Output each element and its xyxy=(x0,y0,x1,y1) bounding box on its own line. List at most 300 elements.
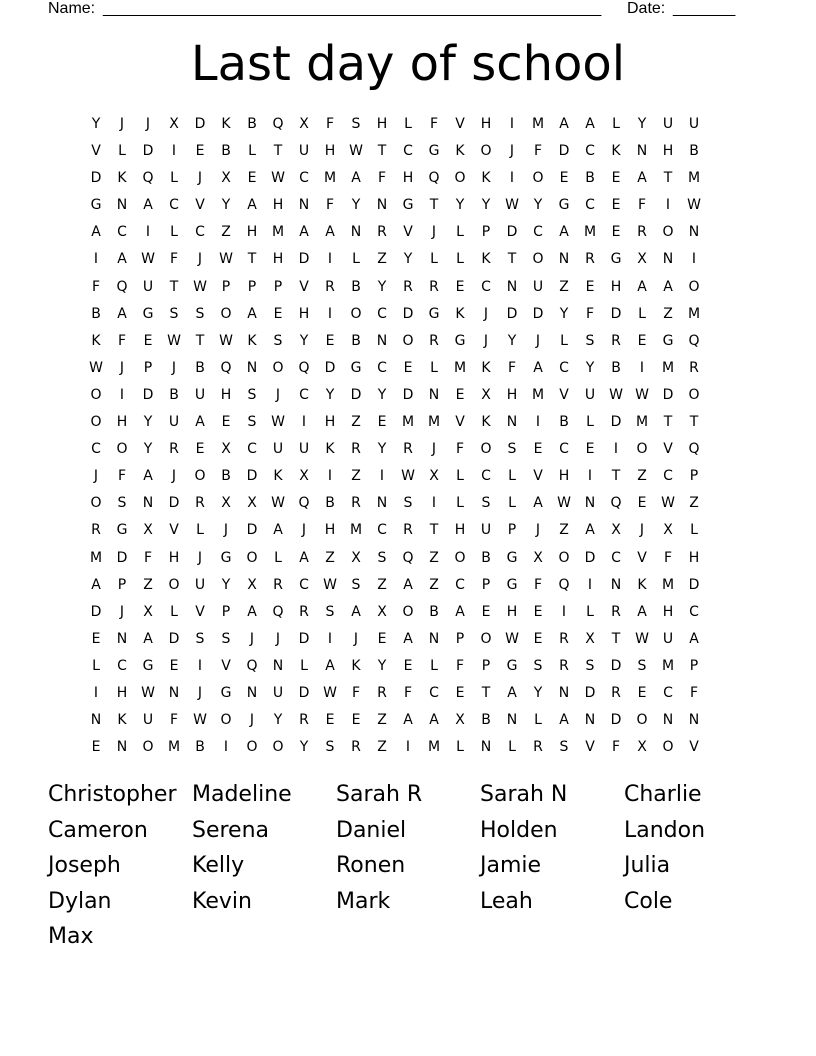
grid-letter: J xyxy=(353,630,359,647)
grid-letter: H xyxy=(506,386,518,403)
grid-letter: B xyxy=(351,332,361,349)
letter-grid xyxy=(83,114,739,764)
grid-letter: T xyxy=(663,170,673,187)
grid-letter: H xyxy=(480,116,492,132)
grid-letter: S xyxy=(195,305,205,322)
grid-row xyxy=(83,249,739,276)
grid-letter: T xyxy=(481,684,491,701)
grid-letter: L xyxy=(508,495,516,512)
grid-letter: F xyxy=(91,278,101,295)
grid-letter: I xyxy=(171,143,177,160)
grid-letter: M xyxy=(427,414,441,431)
grid-letter: M xyxy=(271,224,285,241)
word-list-item: Madeline xyxy=(192,782,292,807)
grid-letter: M xyxy=(635,414,649,431)
grid-letter: C xyxy=(299,576,309,593)
grid-letter: K xyxy=(273,468,283,485)
word-list-item: Serena xyxy=(192,817,270,843)
grid-letter: O xyxy=(246,739,258,756)
grid-letter: A xyxy=(247,197,257,214)
grid-letter: V xyxy=(689,739,699,756)
grid-letter: S xyxy=(325,739,335,756)
grid-letter: Z xyxy=(221,224,231,241)
grid-letter: B xyxy=(351,278,361,295)
grid-letter: Y xyxy=(481,197,491,214)
grid-letter: R xyxy=(299,603,309,620)
grid-letter: Y xyxy=(273,712,283,729)
grid-letter: E xyxy=(559,170,569,187)
grid-letter: D xyxy=(90,170,102,187)
grid-letter: L xyxy=(456,251,464,268)
grid-letter: L xyxy=(508,468,516,485)
grid-letter: A xyxy=(507,684,517,701)
grid-letter: N xyxy=(116,739,128,756)
grid-letter: P xyxy=(689,657,699,674)
word-list-item: Daniel xyxy=(336,817,407,843)
grid-letter: N xyxy=(662,251,674,268)
grid-letter: E xyxy=(403,359,413,376)
grid-letter: R xyxy=(299,712,309,729)
grid-letter: X xyxy=(663,522,673,539)
grid-letter: A xyxy=(117,305,127,322)
grid-letter: E xyxy=(247,170,257,187)
grid-letter: Y xyxy=(533,197,543,214)
grid-letter: P xyxy=(273,278,283,295)
grid-letter: S xyxy=(481,495,491,512)
grid-letter: F xyxy=(169,251,179,268)
grid-letter: E xyxy=(143,332,153,349)
grid-letter: V xyxy=(559,386,569,403)
word-list-item: Max xyxy=(48,924,94,950)
grid-letter: Y xyxy=(377,441,387,458)
grid-letter: D xyxy=(90,603,102,620)
grid-letter: X xyxy=(585,630,595,647)
grid-letter: L xyxy=(196,522,204,539)
grid-letter: G xyxy=(220,684,232,701)
grid-letter: M xyxy=(349,522,363,539)
grid-letter: C xyxy=(585,197,595,214)
grid-letter: T xyxy=(169,278,179,295)
grid-letter: T xyxy=(507,251,517,268)
grid-letter: U xyxy=(298,441,310,458)
grid-letter: W xyxy=(505,630,519,647)
grid-letter: A xyxy=(559,116,569,132)
grid-letter: H xyxy=(376,116,388,132)
grid-letter: R xyxy=(533,739,543,756)
grid-letter: O xyxy=(636,441,648,458)
grid-letter: B xyxy=(195,359,205,376)
grid-letter: C xyxy=(169,197,179,214)
grid-letter: X xyxy=(221,495,231,512)
grid-letter: U xyxy=(298,143,310,160)
grid-letter: H xyxy=(168,549,180,566)
grid-letter: L xyxy=(430,657,438,674)
grid-letter: B xyxy=(221,143,231,160)
grid-letter: I xyxy=(405,739,411,756)
grid-letter: W xyxy=(609,386,623,403)
grid-letter: Q xyxy=(142,170,154,187)
grid-letter: H xyxy=(402,170,414,187)
grid-letter: W xyxy=(219,332,233,349)
grid-letter: U xyxy=(194,576,206,593)
grid-letter: W xyxy=(219,251,233,268)
grid-row xyxy=(83,304,739,331)
grid-letter: Y xyxy=(143,414,153,431)
grid-letter: Y xyxy=(533,684,543,701)
grid-letter: E xyxy=(637,684,647,701)
grid-letter: A xyxy=(585,522,595,539)
word-list-item: Leah xyxy=(480,888,533,914)
word-list-item: Dylan xyxy=(48,888,112,914)
grid-letter: W xyxy=(193,278,207,295)
grid-letter: T xyxy=(611,630,621,647)
grid-letter: V xyxy=(455,116,465,132)
grid-letter: J xyxy=(93,468,99,485)
grid-letter: Y xyxy=(559,305,569,322)
grid-letter: Y xyxy=(377,386,387,403)
grid-letter: J xyxy=(171,359,177,376)
grid-letter: K xyxy=(247,332,257,349)
grid-letter: Q xyxy=(272,116,284,132)
grid-letter: D xyxy=(506,224,518,241)
grid-letter: N xyxy=(142,495,154,512)
grid-letter: U xyxy=(688,116,700,132)
grid-letter: P xyxy=(247,278,257,295)
grid-letter: I xyxy=(327,468,333,485)
grid-row xyxy=(83,466,739,493)
grid-letter: D xyxy=(662,386,674,403)
grid-letter: C xyxy=(195,224,205,241)
grid-letter: J xyxy=(535,522,541,539)
grid-letter: X xyxy=(351,549,361,566)
word-list-item: Jamie xyxy=(480,853,542,879)
grid-letter: K xyxy=(455,305,465,322)
grid-letter: O xyxy=(90,414,102,431)
grid-letter: Q xyxy=(610,495,622,512)
grid-letter: D xyxy=(142,143,154,160)
grid-letter: J xyxy=(119,359,125,376)
grid-letter: G xyxy=(428,143,440,160)
grid-letter: U xyxy=(480,522,492,539)
grid-letter: D xyxy=(506,305,518,322)
grid-letter: L xyxy=(456,495,464,512)
grid-letter: C xyxy=(559,359,569,376)
grid-letter: D xyxy=(532,305,544,322)
grid-letter: I xyxy=(535,414,541,431)
grid-letter: I xyxy=(93,251,99,268)
grid-letter: Y xyxy=(637,116,647,132)
grid-letter: F xyxy=(689,684,699,701)
grid-letter: S xyxy=(351,116,361,132)
grid-letter: A xyxy=(429,712,439,729)
grid-letter: K xyxy=(91,332,101,349)
grid-letter: W xyxy=(141,684,155,701)
grid-letter: F xyxy=(533,143,543,160)
grid-letter: O xyxy=(142,739,154,756)
grid-letter: A xyxy=(117,251,127,268)
word-list-item: Holden xyxy=(480,817,558,843)
grid-letter: S xyxy=(585,332,595,349)
grid-letter: Q xyxy=(272,603,284,620)
grid-letter: X xyxy=(169,116,179,132)
grid-letter: J xyxy=(197,170,203,187)
grid-letter: E xyxy=(533,603,543,620)
grid-letter: J xyxy=(197,251,203,268)
grid-letter: N xyxy=(428,386,440,403)
grid-letter: Z xyxy=(429,549,439,566)
grid-letter: W xyxy=(505,197,519,214)
grid-letter: L xyxy=(118,143,126,160)
grid-letter: B xyxy=(169,386,179,403)
grid-letter: N xyxy=(376,495,388,512)
grid-letter: E xyxy=(195,441,205,458)
grid-letter: F xyxy=(585,305,595,322)
grid-letter: X xyxy=(299,116,309,132)
grid-letter: N xyxy=(272,657,284,674)
grid-letter: M xyxy=(323,170,337,187)
grid-letter: A xyxy=(403,576,413,593)
grid-letter: S xyxy=(247,414,257,431)
grid-letter: P xyxy=(481,657,491,674)
grid-letter: E xyxy=(481,603,491,620)
grid-letter: O xyxy=(636,712,648,729)
grid-letter: X xyxy=(377,603,387,620)
grid-letter: G xyxy=(116,522,128,539)
grid-letter: C xyxy=(559,441,569,458)
grid-letter: P xyxy=(481,224,491,241)
grid-letter: D xyxy=(584,684,596,701)
grid-letter: V xyxy=(169,522,179,539)
grid-letter: I xyxy=(587,468,593,485)
word-list-item: Joseph xyxy=(48,853,121,879)
grid-letter: S xyxy=(585,657,595,674)
grid-letter: W xyxy=(323,684,337,701)
grid-letter: S xyxy=(533,657,543,674)
grid-letter: Y xyxy=(377,657,387,674)
grid-letter: K xyxy=(481,414,491,431)
grid-letter: C xyxy=(481,468,491,485)
grid-letter: E xyxy=(455,278,465,295)
grid-letter: U xyxy=(272,684,284,701)
grid-letter: M xyxy=(661,359,675,376)
grid-letter: N xyxy=(168,684,180,701)
grid-letter: F xyxy=(507,359,517,376)
grid-letter: I xyxy=(561,603,567,620)
grid-letter: W xyxy=(401,468,415,485)
grid-letter: R xyxy=(403,278,413,295)
grid-letter: B xyxy=(585,170,595,187)
grid-letter: F xyxy=(429,116,439,132)
grid-letter: Y xyxy=(143,441,153,458)
grid-letter: I xyxy=(431,495,437,512)
grid-letter: H xyxy=(116,414,128,431)
grid-letter: R xyxy=(429,278,439,295)
grid-letter: D xyxy=(324,359,336,376)
grid-letter: Z xyxy=(143,576,153,593)
grid-letter: Y xyxy=(507,332,517,349)
grid-letter: M xyxy=(401,414,415,431)
grid-letter: A xyxy=(455,603,465,620)
word-list-item: Kevin xyxy=(192,888,252,914)
grid-row xyxy=(83,602,739,629)
grid-letter: A xyxy=(533,359,543,376)
grid-letter: K xyxy=(117,170,127,187)
grid-letter: D xyxy=(610,305,622,322)
grid-letter: E xyxy=(585,441,595,458)
grid-letter: Y xyxy=(325,386,335,403)
grid-letter: U xyxy=(142,278,154,295)
grid-letter: Q xyxy=(688,441,700,458)
grid-letter: X xyxy=(299,468,309,485)
grid-letter: A xyxy=(637,603,647,620)
grid-letter: S xyxy=(637,657,647,674)
grid-letter: A xyxy=(273,522,283,539)
grid-letter: A xyxy=(195,414,205,431)
grid-letter: H xyxy=(324,522,336,539)
grid-letter: O xyxy=(480,630,492,647)
grid-letter: M xyxy=(531,116,545,132)
grid-letter: N xyxy=(116,197,128,214)
grid-letter: L xyxy=(170,170,178,187)
grid-letter: C xyxy=(377,522,387,539)
grid-letter: C xyxy=(585,143,595,160)
grid-letter: M xyxy=(661,657,675,674)
grid-letter: J xyxy=(301,522,307,539)
grid-letter: F xyxy=(403,684,413,701)
grid-letter: C xyxy=(299,170,309,187)
grid-letter: I xyxy=(223,739,229,756)
grid-row xyxy=(83,493,739,520)
grid-letter: S xyxy=(559,739,569,756)
grid-letter: R xyxy=(611,603,621,620)
grid-letter: N xyxy=(506,712,518,729)
grid-letter: V xyxy=(663,441,673,458)
grid-letter: L xyxy=(586,603,594,620)
grid-letter: F xyxy=(117,468,127,485)
grid-letter: B xyxy=(91,305,101,322)
grid-letter: C xyxy=(481,278,491,295)
grid-letter: L xyxy=(456,224,464,241)
grid-letter: X xyxy=(611,522,621,539)
grid-letter: A xyxy=(247,305,257,322)
grid-letter: E xyxy=(455,386,465,403)
grid-letter: L xyxy=(274,549,282,566)
grid-letter: G xyxy=(558,197,570,214)
grid-letter: J xyxy=(119,603,125,620)
grid-letter: Y xyxy=(221,197,231,214)
grid-letter: N xyxy=(558,684,570,701)
grid-letter: D xyxy=(610,657,622,674)
grid-letter: F xyxy=(377,170,387,187)
grid-letter: O xyxy=(90,386,102,403)
grid-letter: J xyxy=(431,224,437,241)
grid-letter: X xyxy=(481,386,491,403)
grid-letter: A xyxy=(559,712,569,729)
word-list-item: Kelly xyxy=(192,853,245,879)
grid-letter: N xyxy=(558,251,570,268)
grid-letter: N xyxy=(688,224,700,241)
grid-letter: P xyxy=(143,359,153,376)
grid-letter: K xyxy=(611,143,621,160)
grid-letter: H xyxy=(246,224,258,241)
grid-letter: V xyxy=(195,197,205,214)
grid-letter: H xyxy=(506,603,518,620)
grid-letter: K xyxy=(221,116,231,132)
date-blank-line: _______ xyxy=(673,0,736,17)
grid-letter: E xyxy=(455,684,465,701)
grid-letter: C xyxy=(533,224,543,241)
page-title: Last day of school xyxy=(190,36,626,92)
grid-letter: W xyxy=(349,143,363,160)
date-label: Date: xyxy=(627,0,666,17)
grid-letter: D xyxy=(610,712,622,729)
grid-letter: E xyxy=(169,657,179,674)
grid-letter: E xyxy=(611,170,621,187)
grid-letter: U xyxy=(194,386,206,403)
grid-letter: H xyxy=(610,278,622,295)
grid-letter: W xyxy=(661,495,675,512)
grid-letter: N xyxy=(376,197,388,214)
grid-letter: E xyxy=(533,441,543,458)
grid-letter: L xyxy=(352,251,360,268)
grid-letter: G xyxy=(402,197,414,214)
grid-letter: D xyxy=(298,630,310,647)
grid-letter: X xyxy=(221,441,231,458)
grid-letter: H xyxy=(454,522,466,539)
grid-letter: A xyxy=(325,224,335,241)
grid-letter: L xyxy=(300,657,308,674)
grid-letter: S xyxy=(195,630,205,647)
grid-letter: Z xyxy=(377,576,387,593)
grid-letter: A xyxy=(403,630,413,647)
grid-letter: D xyxy=(168,630,180,647)
grid-letter: O xyxy=(688,386,700,403)
grid-letter: W xyxy=(323,576,337,593)
grid-letter: I xyxy=(509,116,515,132)
grid-letter: S xyxy=(117,495,127,512)
grid-letter: C xyxy=(611,549,621,566)
grid-letter: X xyxy=(429,468,439,485)
grid-letter: R xyxy=(325,278,335,295)
grid-letter: O xyxy=(272,739,284,756)
grid-letter: R xyxy=(169,441,179,458)
grid-letter: O xyxy=(350,305,362,322)
grid-letter: X xyxy=(637,251,647,268)
grid-letter: O xyxy=(688,278,700,295)
grid-letter: C xyxy=(429,684,439,701)
grid-letter: F xyxy=(117,332,127,349)
grid-letter: S xyxy=(247,386,257,403)
grid-letter: I xyxy=(119,386,125,403)
grid-letter: W xyxy=(557,495,571,512)
grid-letter: F xyxy=(455,657,465,674)
grid-letter: S xyxy=(221,630,231,647)
grid-letter: V xyxy=(585,739,595,756)
grid-letter: Q xyxy=(558,576,570,593)
grid-letter: T xyxy=(429,522,439,539)
grid-letter: W xyxy=(271,495,285,512)
grid-letter: G xyxy=(142,657,154,674)
grid-letter: P xyxy=(221,603,231,620)
grid-letter: A xyxy=(299,224,309,241)
grid-letter: B xyxy=(221,468,231,485)
grid-letter: E xyxy=(325,712,335,729)
name-label: Name: xyxy=(48,0,96,17)
grid-letter: O xyxy=(246,549,258,566)
word-list-item: Cole xyxy=(624,888,673,914)
grid-letter: E xyxy=(377,414,387,431)
grid-letter: N xyxy=(376,332,388,349)
